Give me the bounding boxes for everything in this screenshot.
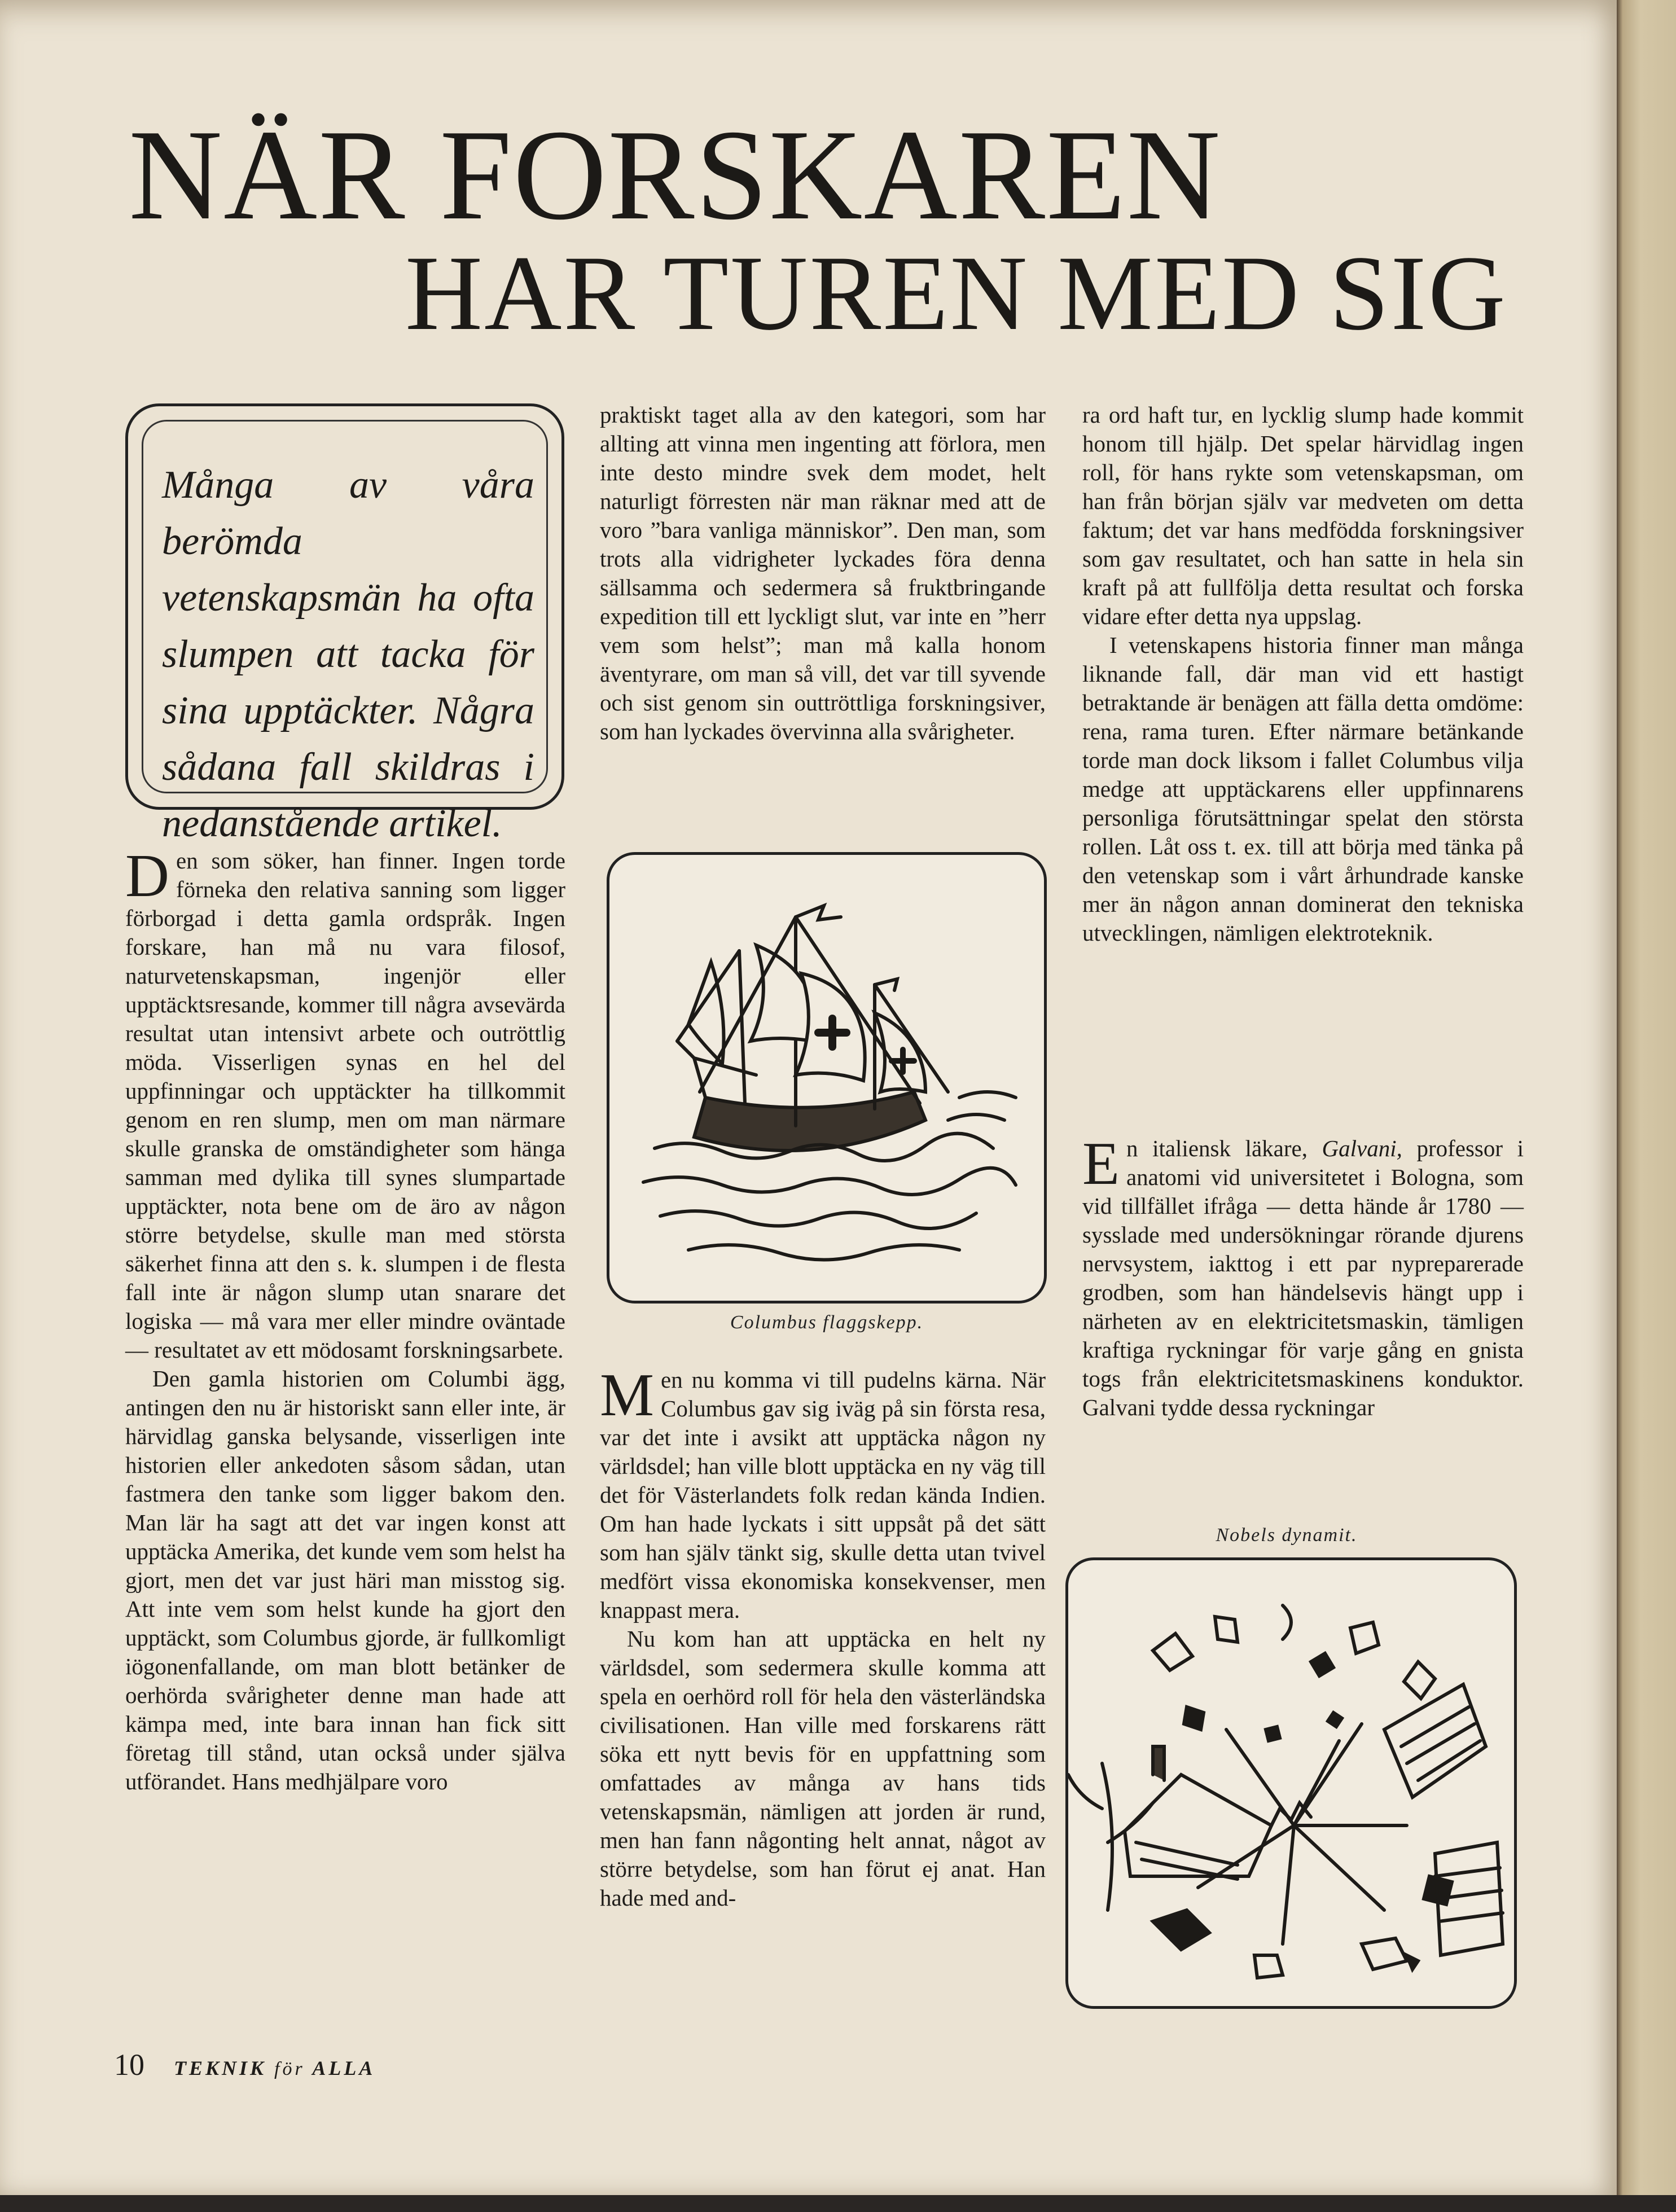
column-3-top	[1082, 401, 1524, 947]
adjacent-page-edge	[1617, 0, 1676, 2195]
headline-line-2: HAR TUREN MED SIG	[405, 234, 1507, 353]
ship-drawing	[609, 855, 1044, 1301]
column-1-paragraph-2: Den gamla historien om Columbi ägg, antingen den nu är historiskt sann eller inte, är härvidlag ganska belysande, visserligen inte historien eller ankedoten såsom sådan, utan fastmera den tanke som ligger bakom den. Man lär ha sagt att det var ingen konst att upptäcka Amerika, det kunde vem som helst ha gjort, men det var just häri man misstog sig. Att inte vem som helst kunde ha gjort den upptäckt, som Columbus gjorde, är fullkomligt iögonenfallande, om man blott betänker de oerhörda svårigheter denne man hade att kämpa med, inte bara innan han fick sitt företag till stånd, utan också under själva utförandet. Hans medhjälpare voro	[125, 1366, 565, 1794]
dynamite-illustration	[1065, 1557, 1517, 2009]
intro-box	[125, 403, 564, 845]
column-1-paragraph-1: Den som söker, han finner. Ingen torde förneka den relativa sanning som ligger förborgad i detta gamla ordspråk. Ingen forskare, han må nu vara filosof, naturvetenskapsman, ingenjör eller upptäcktsresande, kommer till några avsevärda resultat utan intensivt arbete och outröttlig möda. Visserligen synas en hel del uppfinningar och upptäckter ha tillkommit genom en ren slump, men om man närmare skulle granska de omständigheter som hänga samman med dylika till synes slumpartade upptäckter, nota bene om de äro av någon större betydelse, skulle man med största säkerhet finna att den s. k. slumpen i de flesta fall inte är någon slump utan snarare det logiska — må vara mer eller mindre oväntade — resultatet av ett mödosamt forskningsarbete.	[125, 842, 565, 1363]
column-2-paragraph-2: Men nu komma vi till pudelns kärna. När Columbus gav sig iväg på sin första resa, var det inte i avsikt att upptäcka någon ny världsdel; han ville blott upptäcka en ny väg till det för Västerlandets folk redan kända Indien. Om han hade lyckats i sitt uppsåt på det sätt som han själv tänkt sig, skulle detta utan tvivel medfört vissa ekonomiska konsekvenser, men knappast mera.	[600, 1362, 1046, 1623]
intro-text: Många av våra berömda vetenskapsmän ha ofta slumpen att tacka för sina upptäckter. Några sådana fall skildras i nedanstående artikel.	[162, 463, 534, 845]
column-2-paragraph-3: Nu kom han att upptäcka en helt ny världsdel, som sedermera skulle komma att spela en oerhörd roll för hela den västerländska civilisationen. Han ville med forskarens rätt söka ett nytt bevis för en uppfattning som omfattades av många av hans tids vetenskapsmän, nämligen att jorden är rund, men han fann någonting helt annat, något av större betydelse, som han förut ej anat. Han hade med and-	[600, 1626, 1046, 1911]
column-2-bottom	[600, 1362, 1046, 1912]
page-footer	[114, 2047, 375, 2082]
column-2-top	[600, 401, 1046, 746]
explosion-drawing	[1068, 1560, 1514, 2006]
dropcap-m: M	[600, 1362, 655, 1429]
column-3-paragraph-3: En italiensk läkare, Galvani, professor i anatomi vid universitetet i Bologna, som vid tillfället ifråga — detta hände år 1780 — sysslade med undersökningar rörande djurens nervsystem, iakttog i ett par nypreparerade grodben, som han händelsevis hängt upp i närheten av en elektricitetsmaskin, tämligen kraftiga ryckningar för varje gång en gnista togs från elektricitetsmaskinens konduktor. Galvani tydde dessa ryckningar	[1082, 1130, 1524, 1420]
column-3-bottom	[1082, 1130, 1524, 1422]
column-2-paragraph-1: praktiskt taget alla av den kategori, som har allting att vinna men ingenting att förlora, men inte desto mindre svek dem modet, helt naturligt förresten när man räknar med att de voro ”bara vanliga människor”. Den man, som trots alla vidrigheter lyckades föra denna sällsamma och sedermera så fruktbringande expedition till ett lyckligt slut, var inte en ”herr vem som helst”; man må kalla honom äventyrare, om man så vill, det var till syvende och sist genom sin outtröttliga forskningsiver, som han lyckades övervinna alla svårigheter.	[600, 402, 1046, 744]
headline-line-1: NÄR FORSKAREN	[129, 103, 1222, 247]
galvani-name: Galvani,	[1322, 1135, 1402, 1161]
dynamite-caption: Nobels dynamit.	[1216, 1525, 1358, 1546]
magazine-name: TEKNIK för ALLA	[174, 2057, 376, 2079]
dropcap-e: E	[1082, 1130, 1120, 1197]
column-1	[125, 842, 565, 1796]
column-3-paragraph-1: ra ord haft tur, en lycklig slump hade kommit honom till hjälp. Det spelar härvidlag ingen roll, för hans rykte som vetenskapsman, om han från början själv var medveten om detta faktum; det var hans medfödda forskningsiver som gav resultatet, och han satte in hela sin kraft på att fullfölja detta resultat och forska vidare efter detta nya uppslag.	[1082, 402, 1524, 629]
column-3-paragraph-2: I vetenskapens historia finner man många liknande fall, där man vid ett hastigt betraktande är benägen att fälla detta omdöme: rena, rama turen. Efter närmare betänkande torde man dock liksom i fallet Columbus vilja medge att upptäckarens eller uppfinnarens personliga förutsättningar spelat den största rollen. Låt oss t. ex. till att börja med tänka på den vetenskap som i vårt århundrade kanske mer än någon annan dominerat den tekniska utvecklingen, nämligen elektroteknik.	[1082, 632, 1524, 946]
page-number: 10	[114, 2048, 144, 2082]
ship-caption: Columbus flaggskepp.	[730, 1312, 924, 1333]
dropcap-d: D	[125, 842, 169, 910]
ship-illustration	[607, 852, 1047, 1304]
